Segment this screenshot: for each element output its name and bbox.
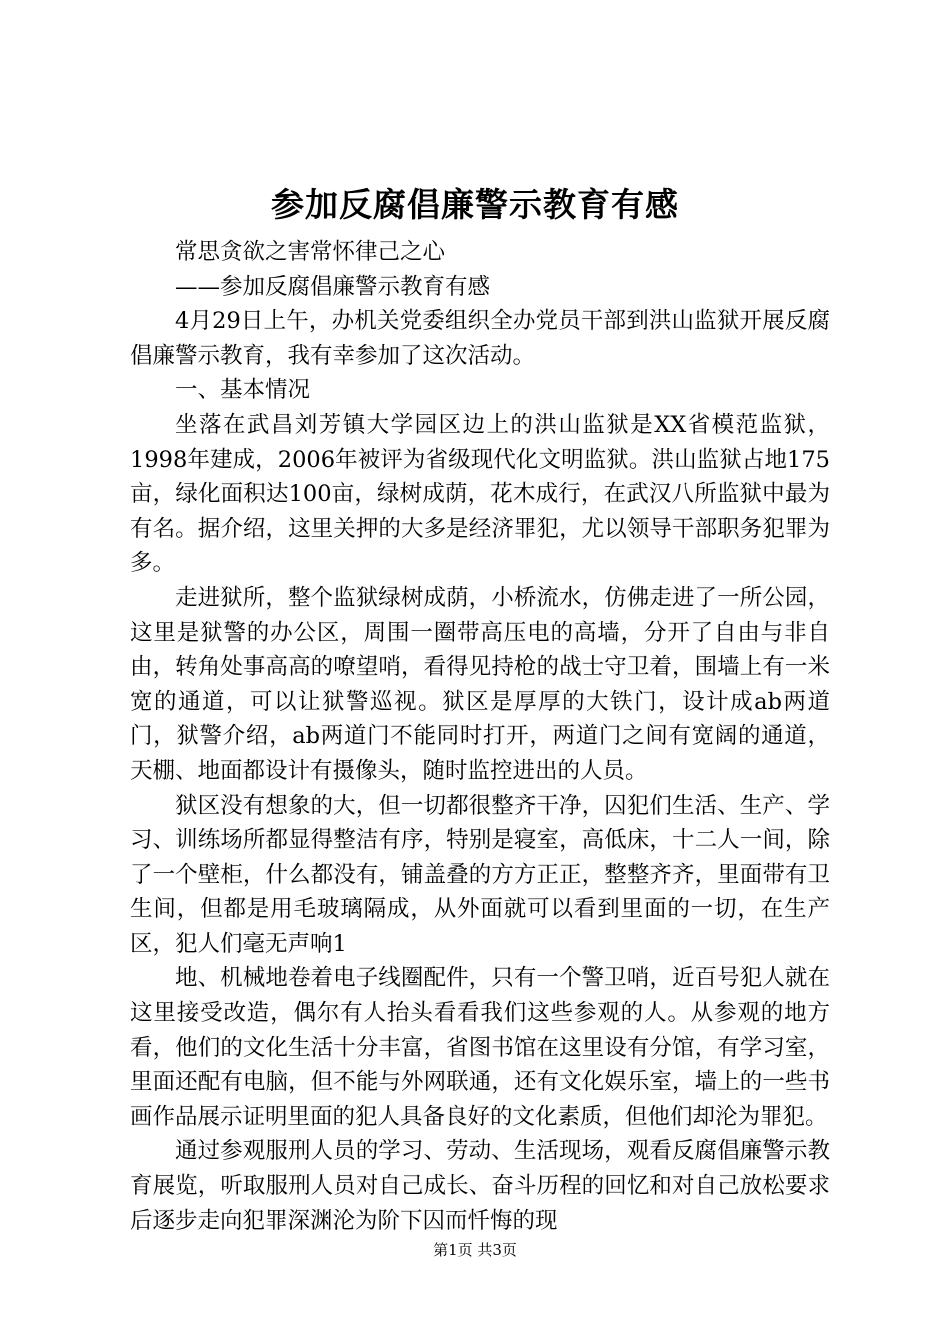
subtitle-line: 常思贪欲之害常怀律己之心 bbox=[175, 239, 446, 265]
body-paragraph: 4月29日上午，办机关党委组织全办党员干部到洪山监狱开展反腐倡廉警示教育，我有幸参加了这次活动。 bbox=[130, 308, 830, 369]
body-paragraph: 坐落在武昌刘芳镇大学园区边上的洪山监狱是XX省模范监狱，1998年建成，2006年被评为省级现代化文明监狱。洪山监狱占地175亩，绿化面积达100亩，绿树成荫，花木成行，在武汉八所监狱中最为有名。据介绍，这里关押的大多是经济罪犯，尤以领导干部职务犯罪为多。 bbox=[130, 411, 830, 577]
body-paragraph: 走进狱所，整个监狱绿树成荫，小桥流水，仿佛走进了一所公园，这里是狱警的办公区，周围一圈带高压电的高墙，分开了自由与非自由，转角处事高高的嘹望哨，看得见持枪的战士守卫着，围墙上有一米宽的通道，可以让狱警巡视。狱区是厚厚的大铁门，设计成ab两道门，狱警介绍，ab两道门不能同时打开，两道门之间有宽阔的通道，天棚、地面都设计有摄像头，随时监控进出的人员。 bbox=[130, 584, 830, 784]
page-footer: 第1页 共3页 bbox=[433, 1241, 517, 1259]
document-title: 参加反腐倡廉警示教育有感 bbox=[271, 185, 679, 224]
document-body bbox=[130, 235, 830, 1238]
body-paragraph: 地、机械地卷着电子线圈配件，只有一个警卫哨，近百号犯人就在这里接受改造，偶尔有人抬头看看我们这些参观的人。从参观的地方看，他们的文化生活十分丰富，省图书馆在这里设有分馆，有学习室，里面还配有电脑，但不能与外网联通，还有文化娱乐室，墙上的一些书画作品展示证明里面的犯人具备良好的文化素质，但他们却沦为罪犯。 bbox=[130, 965, 830, 1130]
section-heading: 一、基本情况 bbox=[175, 377, 311, 404]
body-paragraph: 通过参观服刑人员的学习、劳动、生活现场，观看反腐倡廉警示教育展览，听取服刑人员对自己成长、奋斗历程的回忆和对自己放松要求后逐步走向犯罪深渊沦为阶下囚而忏悔的现 bbox=[130, 1138, 830, 1234]
body-paragraph: 狱区没有想象的大，但一切都很整齐干净，囚犯们生活、生产、学习、训练场所都显得整洁有序，特别是寝室，高低床，十二人一间，除了一个壁柜，什么都没有，铺盖叠的方方正正，整整齐齐，里面带有卫生间，但都是用毛玻璃隔成，从外面就可以看到里面的一切，在生产区，犯人们毫无声响1 bbox=[130, 792, 830, 957]
subtitle-line: ——参加反腐倡廉警示教育有感 bbox=[175, 273, 491, 300]
